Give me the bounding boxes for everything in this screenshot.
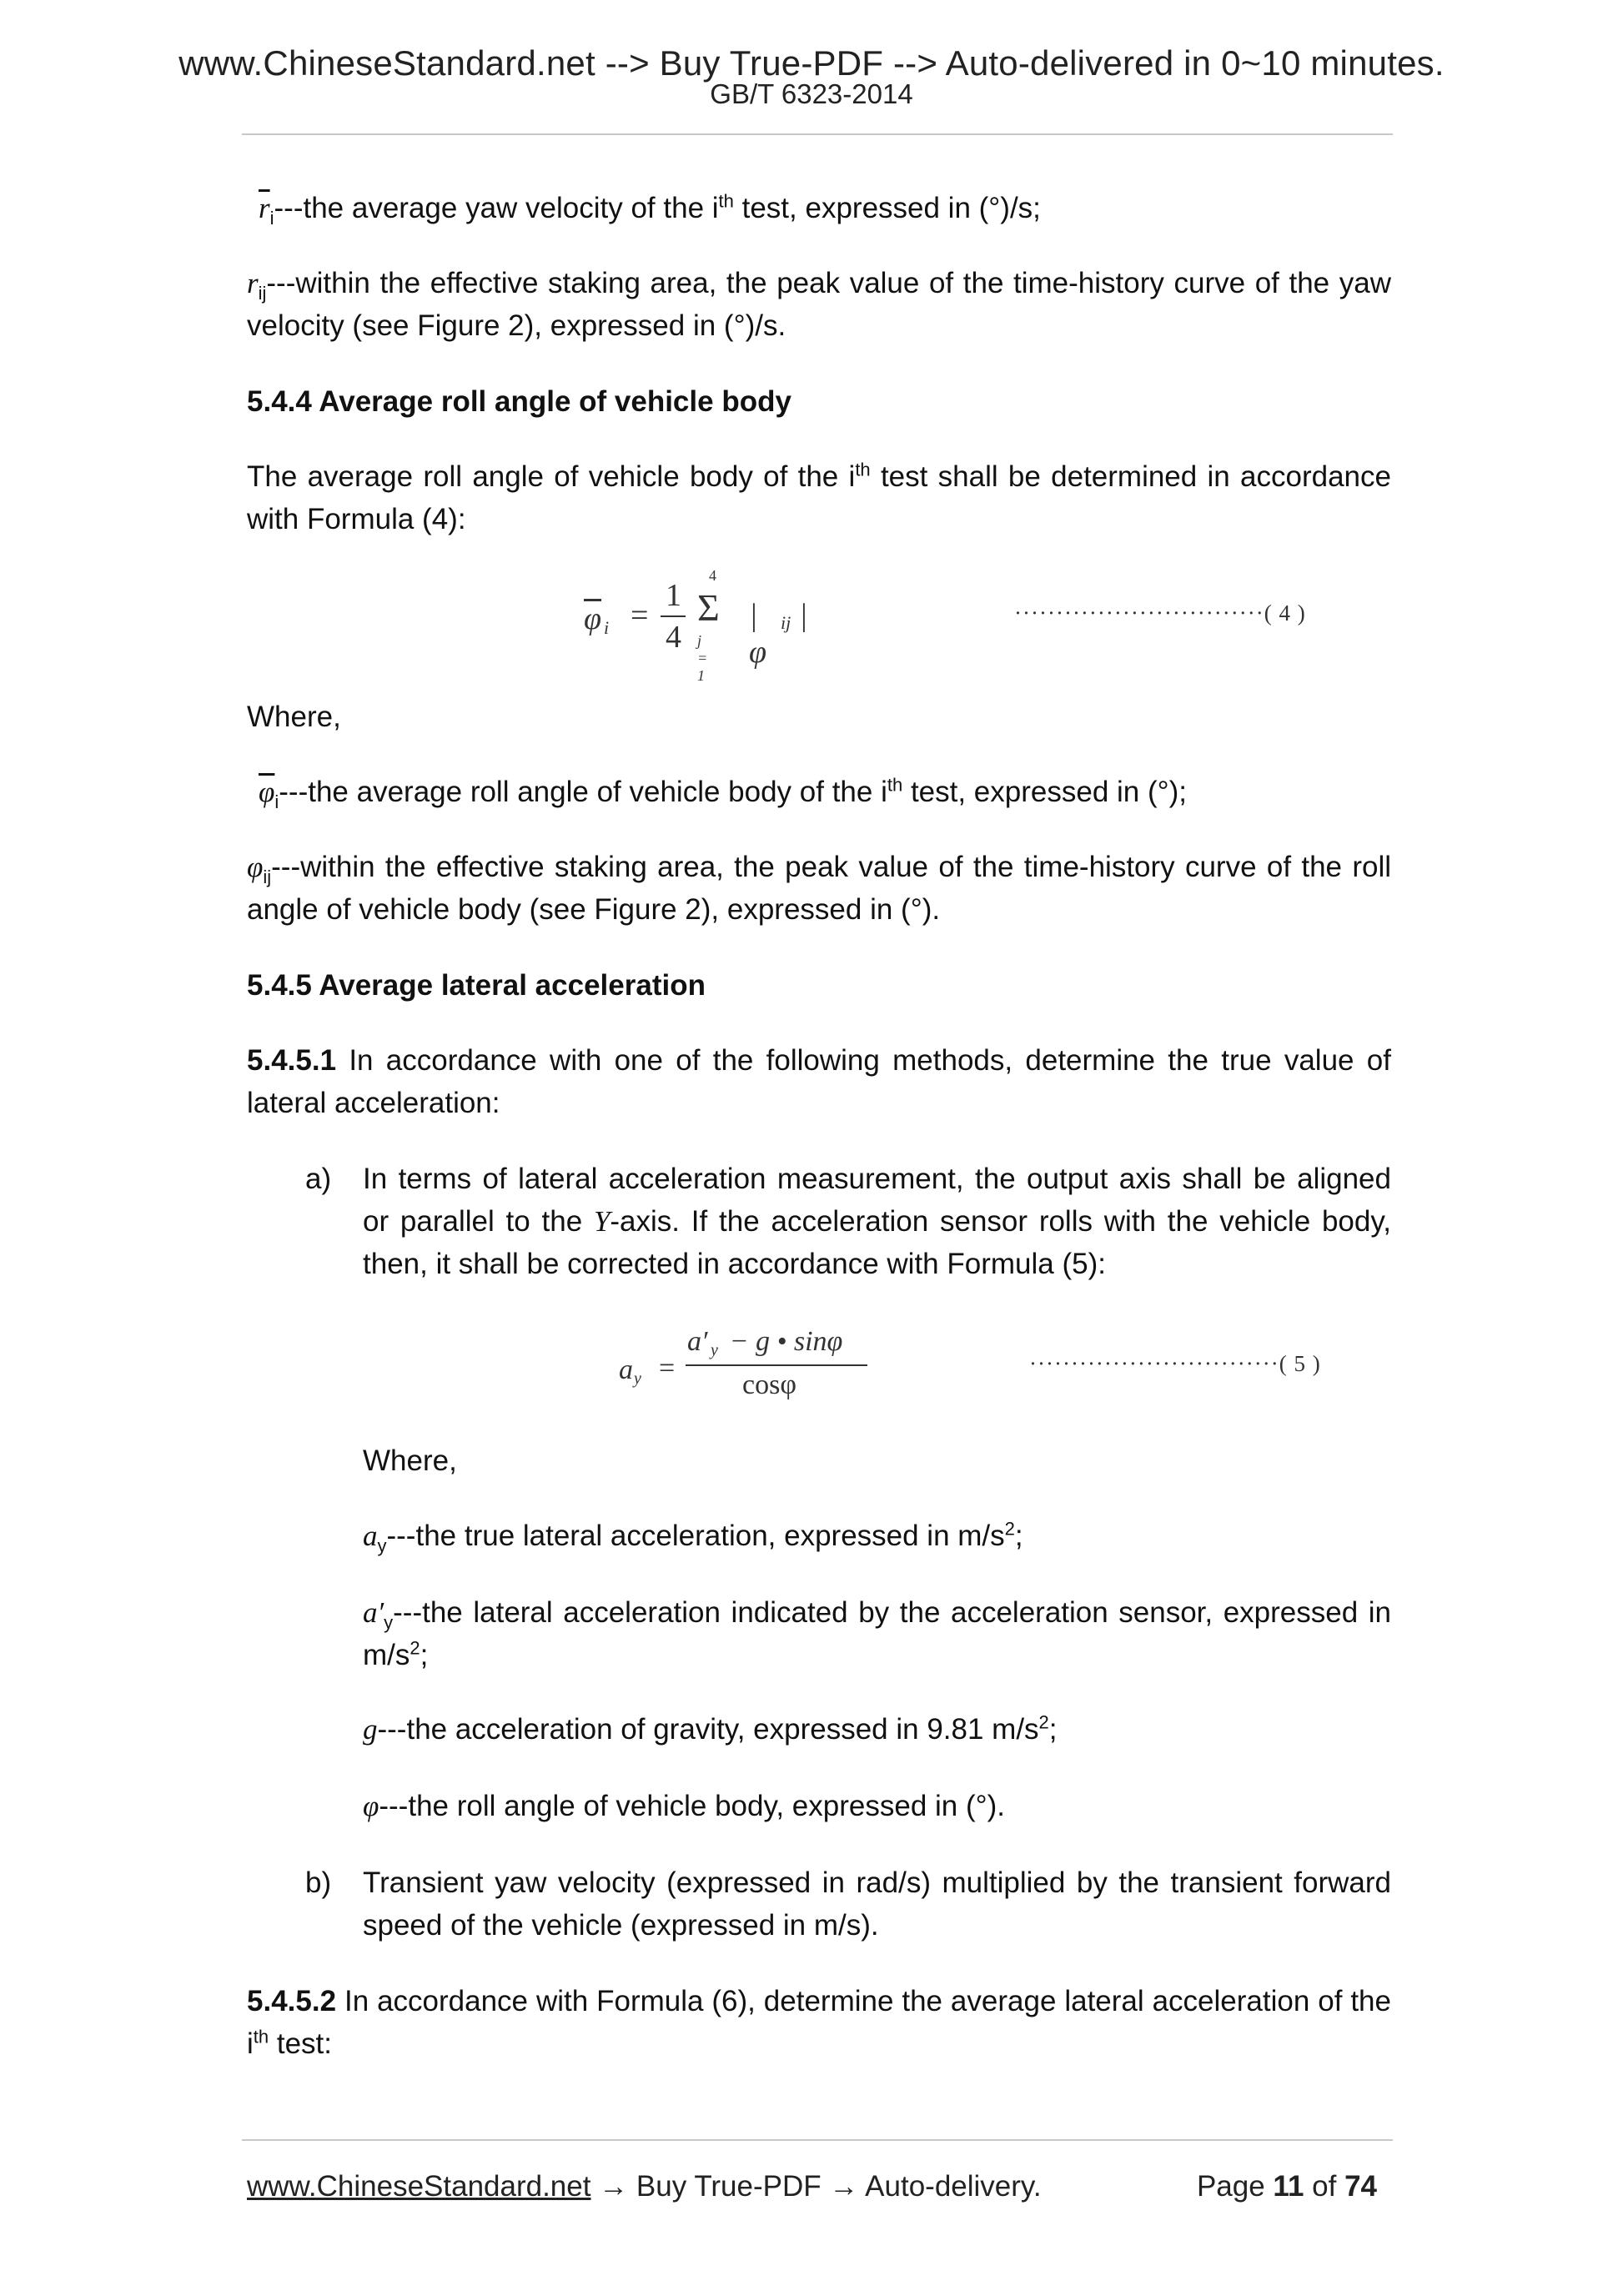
section-heading-5-4-4: 5.4.4 Average roll angle of vehicle body — [247, 385, 791, 418]
where-label-2: Where, — [363, 1444, 457, 1477]
def-phi-peak — [247, 846, 1391, 931]
def-text: ---the acceleration of gravity, expressed in 9.81 m/s — [377, 1713, 1039, 1746]
formula-5-equals: = — [659, 1353, 676, 1384]
formula-4-denominator: 4 — [666, 620, 681, 655]
page-total: 74 — [1344, 2170, 1377, 2203]
of-word: of — [1304, 2170, 1345, 2203]
formula-4-sigma: Σ — [697, 586, 720, 629]
para-text: The average roll angle of vehicle body of the i — [247, 460, 856, 493]
item-text: In terms of lateral acceleration measurement, the output axis shall be aligned or parallel to the — [363, 1163, 1391, 1238]
symbol-r-average: $\overline{r}$ — [259, 192, 270, 224]
def-text: ---the roll angle of vehicle body, expressed in (°). — [379, 1790, 1006, 1822]
symbol-r-peak: r — [247, 267, 259, 299]
clause-number: 5.4.5.2 — [247, 1985, 337, 2017]
formula-4-numerator: 1 — [666, 578, 681, 613]
formula-4-sum-upper: 4 — [709, 567, 716, 584]
footer-divider — [242, 2139, 1393, 2141]
def-text: test, expressed in (°); — [902, 776, 1188, 808]
page-number: 11 — [1273, 2170, 1304, 2203]
para-text: In accordance with Formula (6), determine the average lateral acceleration of the i — [247, 1985, 1391, 2060]
standard-number: GB/T 6323-2014 — [710, 78, 913, 109]
paragraph-5-4-5-2 — [247, 1980, 1391, 2065]
formula-5-numerator-sub: y — [711, 1341, 718, 1359]
para-text: test shall be determined in accordance with Formula (4): — [247, 460, 1391, 535]
symbol-phi-average: $\overline{\varphi}$ — [259, 776, 275, 808]
superscript: th — [887, 774, 903, 796]
def-phi-average — [247, 771, 1391, 813]
list-item-a-text — [363, 1158, 1391, 1285]
symbol-phi-peak: φ — [247, 851, 264, 883]
def-ay — [363, 1515, 1391, 1557]
item-text: -axis. If the acceleration sensor rolls with the vehicle body, then, it shall be corrected in accordance with Formula (5): — [363, 1205, 1391, 1280]
footer-text: → Buy True-PDF → Auto-delivery. — [590, 2170, 1042, 2203]
formula-5-lhs: a — [619, 1354, 633, 1385]
def-text: ---within the effective staking area, the peak value of the time-history curve of the roll angle of vehicle body (see Figure 2), expressed in (°). — [247, 851, 1391, 926]
clause-number: 5.4.5.1 — [247, 1044, 337, 1077]
paragraph-5-4-5-1 — [247, 1039, 1391, 1124]
formula-4-equals: = — [631, 598, 649, 633]
formula-5-denominator: cosφ — [742, 1369, 796, 1400]
formula-4-lhs: $\overline{\varphi}$ — [584, 601, 602, 636]
list-item-b-label: b) — [305, 1866, 332, 1899]
def-text: ; — [420, 1639, 429, 1671]
list-item-b-text: Transient yaw velocity (expressed in rad/s) multiplied by the transient forward speed of the vehicle (expressed in m/s). — [363, 1866, 1391, 1942]
subscript: i — [274, 791, 279, 812]
def-text: ---the average roll angle of vehicle body of the i — [279, 776, 887, 808]
superscript: th — [253, 2026, 269, 2047]
para-text: test: — [269, 2027, 333, 2060]
superscript: 2 — [410, 1637, 420, 1659]
formula-4-sum-lower: j = 1 — [697, 632, 708, 684]
def-r-average — [247, 187, 1391, 229]
formula-4-fraction-bar — [661, 615, 686, 617]
superscript: 2 — [1038, 1711, 1049, 1733]
formula-4-number: ······························( 4 ) — [1014, 600, 1306, 625]
page-word: Page — [1196, 2170, 1274, 2203]
def-phi — [363, 1785, 1391, 1827]
formula-5-numerator-a: a′ — [687, 1326, 708, 1357]
subscript: y — [377, 1535, 387, 1556]
formula-4-lhs-sub: i — [604, 617, 610, 638]
subscript: ij — [263, 867, 272, 887]
para-text: In accordance with one of the following methods, determine the true value of lateral acceleration: — [247, 1044, 1391, 1119]
formula-4-abs-sub: ij — [781, 612, 791, 633]
def-text: ; — [1014, 1520, 1023, 1552]
def-text: ---the lateral acceleration indicated by the acceleration sensor, expressed in m/s — [363, 1596, 1391, 1671]
paragraph-5-4-4 — [247, 455, 1391, 540]
formula-4-abs: | φ — [749, 598, 767, 670]
formula-4-abs-end: | — [799, 598, 808, 633]
top-banner[interactable]: www.ChineseStandard.net --> Buy True-PDF --> Auto-delivered in 0~10 minutes. — [178, 43, 1445, 83]
footer — [247, 2168, 1042, 2205]
symbol-a-prime-y: a′ — [363, 1596, 384, 1629]
def-g — [363, 1708, 1391, 1751]
formula-5-numerator-rest: − g • sinφ — [722, 1326, 843, 1357]
subscript: ij — [258, 283, 267, 304]
header-divider — [242, 133, 1393, 135]
def-text: test, expressed in (°)/s; — [733, 192, 1041, 224]
axis-symbol: Y — [593, 1205, 611, 1238]
symbol-phi: φ — [363, 1790, 379, 1822]
def-text: ---the true lateral acceleration, expressed in m/s — [386, 1520, 1005, 1552]
subscript: i — [269, 208, 274, 229]
superscript: 2 — [1004, 1518, 1015, 1540]
where-label-1: Where, — [247, 701, 341, 733]
def-r-peak — [247, 262, 1391, 347]
formula-5-lhs-sub: y — [634, 1369, 641, 1388]
formula-5-number: ······························( 5 ) — [1029, 1351, 1321, 1376]
symbol-g: g — [363, 1713, 378, 1746]
superscript: th — [855, 459, 871, 480]
subscript: y — [384, 1612, 394, 1633]
symbol-ay: a — [363, 1520, 378, 1552]
formula-5-fraction-bar — [686, 1364, 867, 1366]
def-a-prime-y — [363, 1591, 1391, 1676]
page-indicator — [1197, 2168, 1377, 2205]
list-item-a-label: a) — [305, 1163, 332, 1195]
def-text: ---the average yaw velocity of the i — [274, 192, 719, 224]
def-text: ; — [1048, 1713, 1058, 1746]
footer-link[interactable]: www.ChineseStandard.net — [247, 2170, 591, 2203]
def-text: ---within the effective staking area, the peak value of the time-history curve of the yaw velocity (see Figure 2), expressed in (°)/s. — [247, 267, 1391, 342]
section-heading-5-4-5: 5.4.5 Average lateral acceleration — [247, 969, 706, 1002]
superscript: th — [718, 190, 734, 212]
